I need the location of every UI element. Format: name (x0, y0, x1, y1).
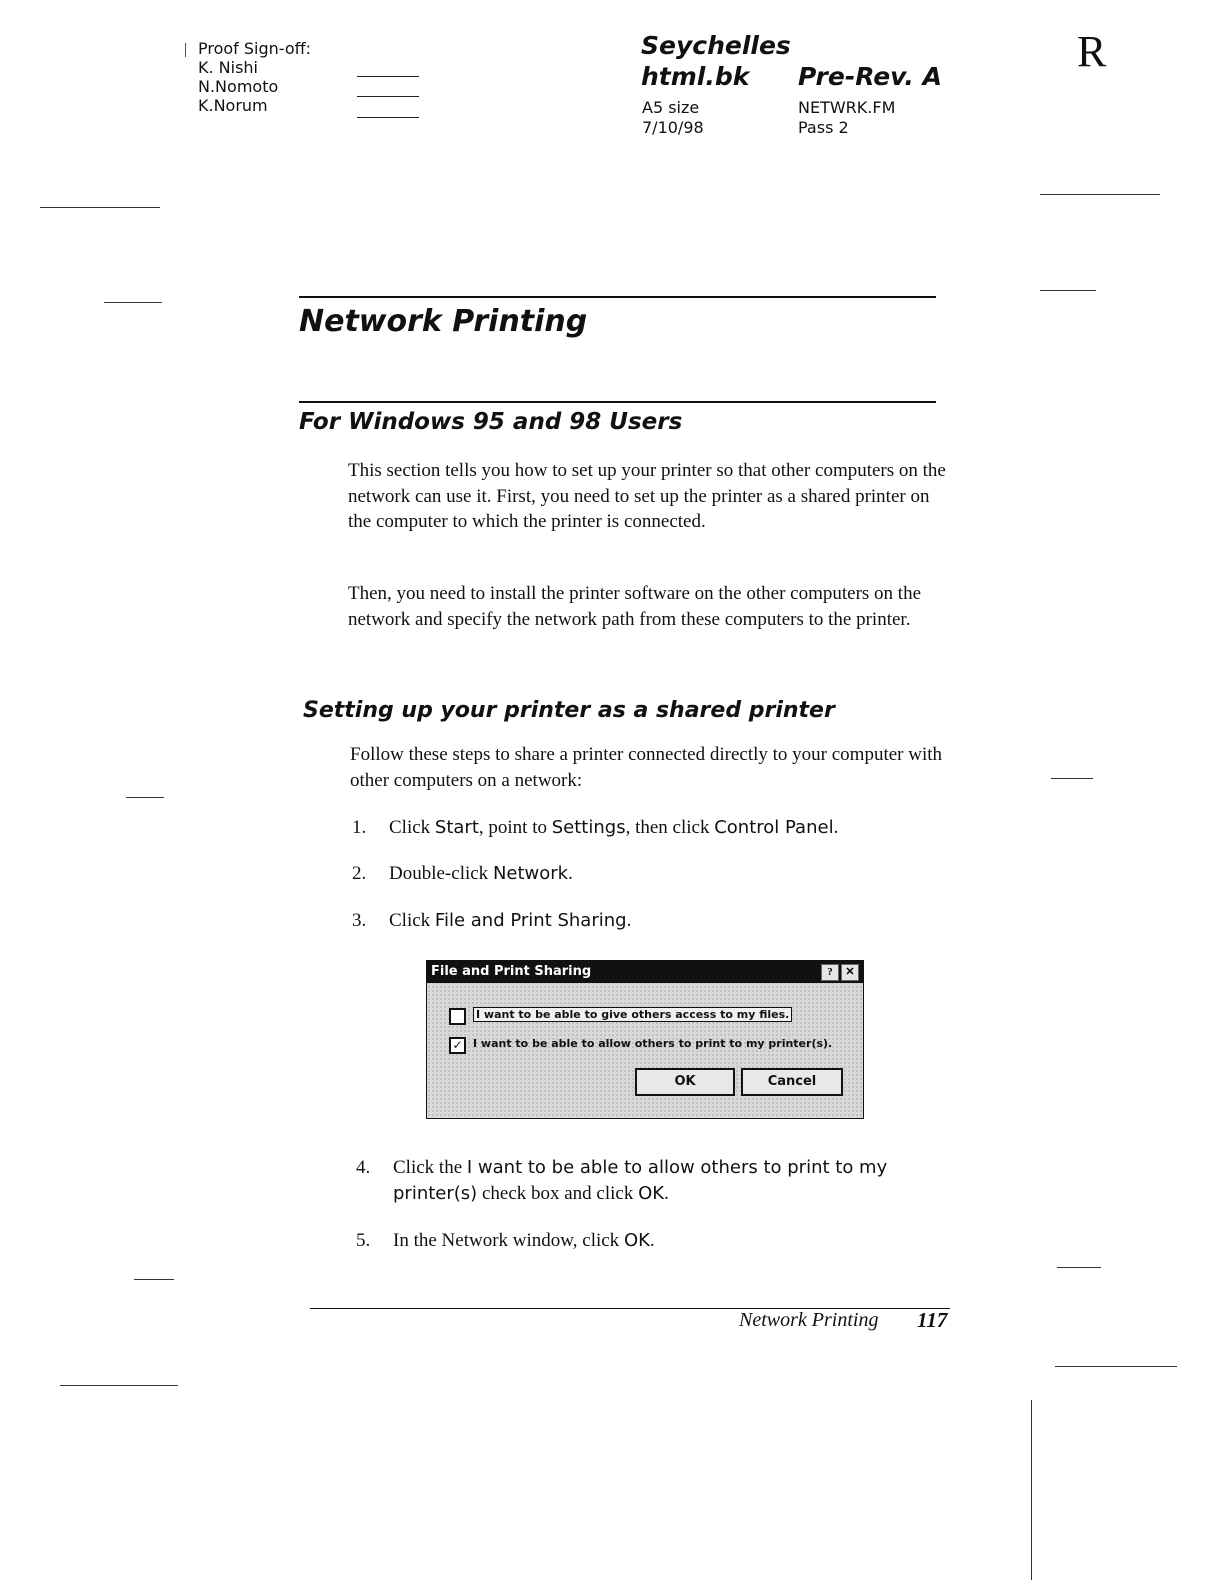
ui-term: Network (492, 863, 569, 884)
header-revision: Pre-Rev. A (798, 62, 942, 91)
step-text: Click the I want to be able to allow others to print to my printer(s) check box and click OK. (393, 1157, 888, 1204)
file-print-sharing-dialog (426, 960, 864, 1119)
crop-mark (134, 1279, 174, 1280)
header-book: html.bk (641, 62, 750, 91)
step-number: 4. (356, 1157, 371, 1178)
crop-mark (1031, 1400, 1032, 1580)
crop-mark (126, 797, 164, 798)
step-number: 3. (352, 910, 367, 931)
step-number: 2. (352, 863, 367, 884)
signoff-line (357, 117, 419, 118)
ui-term: Control Panel (714, 817, 834, 838)
signoff-line (357, 96, 419, 97)
subsection-intro: Follow these steps to share a printer connected directly to your computer with other computers on a network: (350, 744, 943, 791)
page-title: Network Printing (299, 304, 588, 339)
signoff-name: K.Norum (198, 96, 268, 115)
signoff-name: N.Nomoto (198, 77, 279, 96)
header-size: A5 size (642, 98, 700, 117)
ui-term: OK (623, 1230, 650, 1251)
signoff-line (357, 76, 419, 77)
margin-bar (185, 43, 186, 57)
crop-mark (104, 302, 162, 303)
step-text: Click Start, point to Settings, then click Control Panel. (389, 817, 839, 838)
crop-mark (1040, 194, 1160, 195)
print-checkbox[interactable]: ✓ (449, 1037, 466, 1054)
signoff-name: K. Nishi (198, 58, 258, 77)
ui-term: Start (434, 817, 479, 838)
print-option-label[interactable]: I want to be able to allow others to print to my printer(s). (473, 1037, 833, 1050)
files-checkbox[interactable] (449, 1008, 466, 1025)
crop-mark (40, 207, 160, 208)
dialog-title: File and Print Sharing (427, 961, 863, 983)
ui-term: File and Print Sharing (434, 910, 627, 931)
revision-mark: R (1077, 27, 1107, 76)
crop-mark (1057, 1267, 1101, 1268)
ok-button[interactable]: OK (635, 1068, 735, 1096)
ui-term: I want to be able to allow others to print to my printer(s) (393, 1157, 888, 1204)
close-icon[interactable]: ✕ (841, 964, 859, 981)
section-title: For Windows 95 and 98 Users (299, 409, 683, 435)
crop-mark (1040, 290, 1096, 291)
help-icon[interactable]: ? (821, 964, 839, 981)
step-item (356, 1155, 966, 1207)
crop-mark (60, 1385, 178, 1386)
signoff-title: Proof Sign-off: (198, 39, 312, 58)
page-number: 117 (917, 1308, 948, 1332)
header-file: NETWRK.FM (798, 98, 896, 117)
intro-paragraph: This section tells you how to set up your printer so that other computers on the network can use it. First, you need to set up the printer as a shared printer on the computer to which the printer is connected. (348, 460, 946, 532)
step-number: 5. (356, 1230, 371, 1251)
header-project: Seychelles (641, 31, 791, 60)
files-option-label[interactable]: I want to be able to give others access to my files. (473, 1007, 792, 1022)
proof-signoff (198, 39, 311, 115)
crop-mark (1055, 1366, 1177, 1367)
crop-mark (1051, 778, 1093, 779)
header-pass: Pass 2 (798, 118, 849, 137)
section-rule (299, 401, 936, 403)
step-text: Double-click Network. (389, 863, 573, 884)
step-number: 1. (352, 817, 367, 838)
ui-term: OK (638, 1183, 665, 1204)
step-text: In the Network window, click OK. (393, 1230, 655, 1251)
step-item (352, 861, 962, 887)
subsection-title: Setting up your printer as a shared printer (303, 698, 835, 723)
step-text: Click File and Print Sharing. (389, 910, 632, 931)
step-item (356, 1228, 966, 1254)
title-rule (299, 296, 936, 298)
cancel-button[interactable]: Cancel (741, 1068, 843, 1096)
ui-term: Settings (551, 817, 626, 838)
step-item (352, 815, 962, 841)
intro-paragraph: Then, you need to install the printer software on the other computers on the network and specify the network path from these computers to the printer. (348, 583, 922, 630)
step-item (352, 908, 962, 934)
footer-section: Network Printing (739, 1309, 879, 1331)
header-date: 7/10/98 (642, 118, 704, 137)
